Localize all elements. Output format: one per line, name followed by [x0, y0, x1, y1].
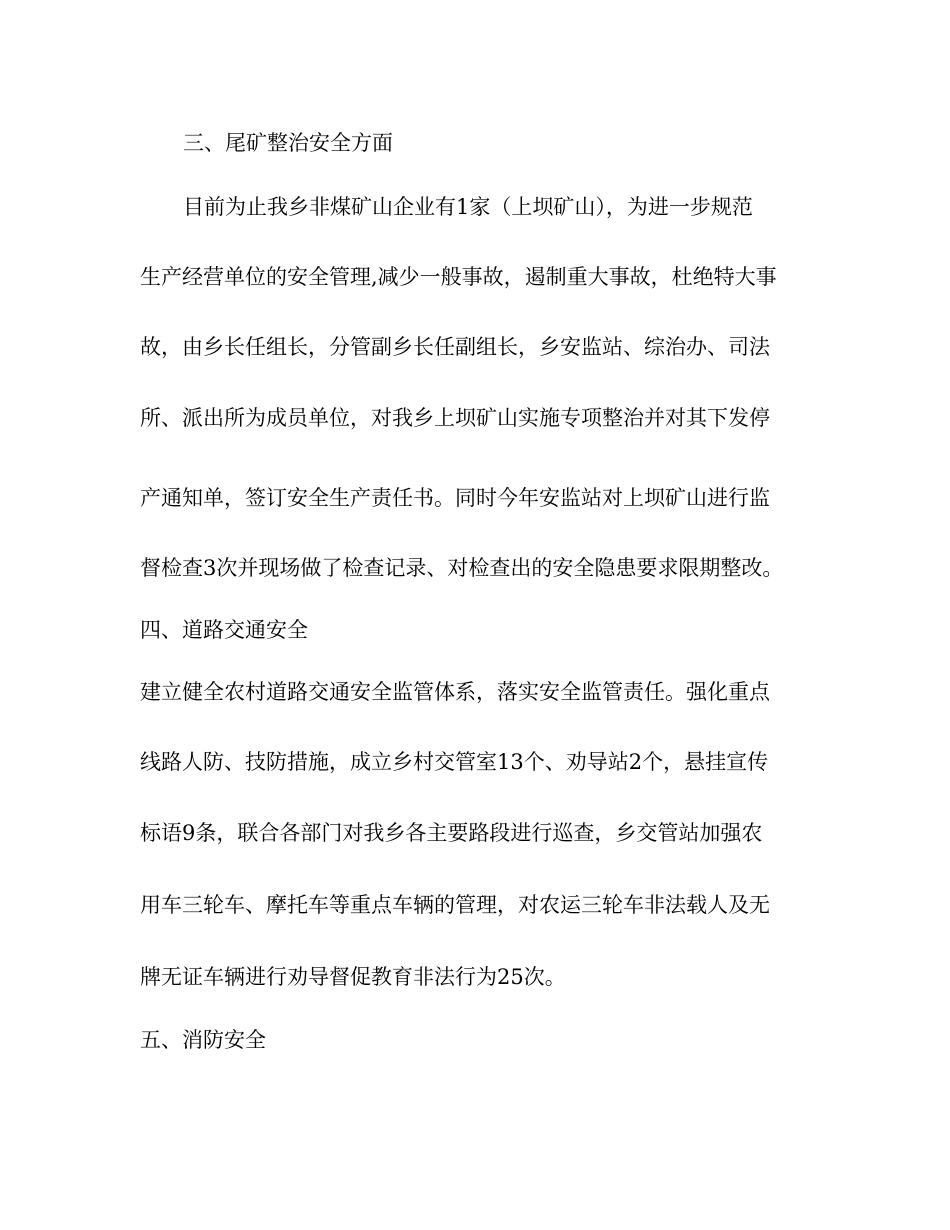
paragraph-line: 线路人防、技防措施，成立乡村交管室13个、劝导站2个，悬挂宣传 [140, 750, 769, 774]
paragraph-line: 产通知单，签订安全生产责任书。同时今年安监站对上坝矿山进行监 [140, 486, 770, 510]
paragraph-line: 牌无证车辆进行劝导督促教育非法行为25次。 [140, 965, 566, 989]
section-3-heading: 三、尾矿整治安全方面 [183, 131, 393, 155]
paragraph-line: 标语9条，联合各部门对我乡各主要路段进行巡查，乡交管站加强农 [140, 821, 763, 845]
paragraph-line: 所、派出所为成员单位，对我乡上坝矿山实施专项整治并对其下发停 [140, 406, 770, 430]
paragraph-line: 用车三轮车、摩托车等重点车辆的管理，对农运三轮车非法载人及无 [140, 893, 770, 917]
paragraph-line: 生产经营单位的安全管理,减少一般事故，遏制重大事故，杜绝特大事 [140, 265, 777, 289]
paragraph-line: 目前为止我乡非煤矿山企业有1家（上坝矿山），为进一步规范 [183, 195, 753, 219]
paragraph-line: 督检查3次并现场做了检查记录、对检查出的安全隐患要求限期整改。 [140, 556, 784, 580]
section-4-heading: 四、道路交通安全 [140, 618, 308, 642]
section-5-heading: 五、消防安全 [140, 1028, 266, 1052]
paragraph-line: 故，由乡长任组长，分管副乡长任副组长，乡安监站、综治办、司法 [140, 335, 770, 359]
paragraph-line: 建立健全农村道路交通安全监管体系，落实安全监管责任。强化重点 [140, 680, 770, 704]
